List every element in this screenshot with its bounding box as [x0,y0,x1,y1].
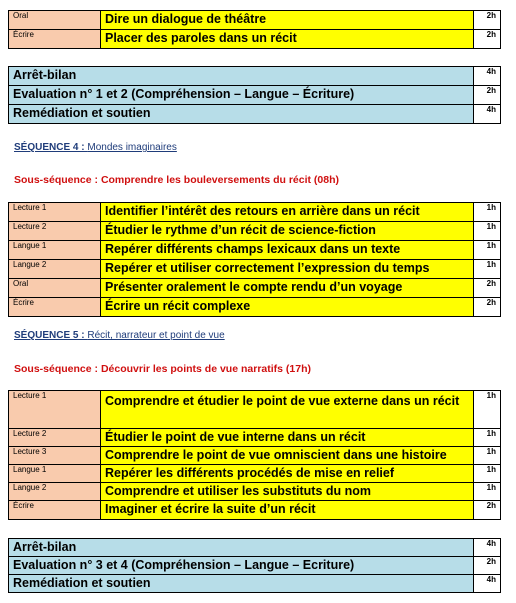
hours-label: 2h [474,86,501,105]
activity-label: Écrire [9,30,101,49]
bilan-label: Arrêt-bilan [9,67,474,86]
hours-label: 1h [474,203,501,222]
table-row [9,241,501,260]
table-row [9,557,501,575]
bilan-label: Remédiation et soutien [9,105,474,124]
table-row [9,86,501,105]
table-row [9,203,501,222]
bilan-label: Remédiation et soutien [9,575,474,593]
hours-label: 1h [474,447,501,465]
activity-label: Lecture 2 [9,429,101,447]
hours-label: 1h [474,465,501,483]
hours-label: 1h [474,429,501,447]
task-label: Repérer les différents procédés de mise en relief [101,465,474,483]
hours-label: 2h [474,557,501,575]
activity-label: Lecture 3 [9,447,101,465]
activity-label: Oral [9,279,101,298]
activity-label: Langue 2 [9,483,101,501]
task-label: Placer des paroles dans un récit [101,30,474,49]
table-row [9,575,501,593]
hours-label: 1h [474,391,501,429]
table-row [9,222,501,241]
hours-label: 1h [474,241,501,260]
task-label: Identifier l’intérêt des retours en arrière dans un récit [101,203,474,222]
activity-label: Lecture 1 [9,203,101,222]
hours-label: 2h [474,298,501,317]
activity-label: Écrire [9,298,101,317]
task-label: Présenter oralement le compte rendu d’un voyage [101,279,474,298]
hours-label: 1h [474,483,501,501]
bilan-label: Evaluation n° 1 et 2 (Compréhension – Langue – Écriture) [9,86,474,105]
hours-label: 4h [474,539,501,557]
table-row [9,539,501,557]
subsequence-heading: Sous-séquence : Comprendre les bouleversements du récit (08h) [14,174,340,186]
activity-label: Oral [9,11,101,30]
sequence-subtitle: Mondes imaginaires [87,142,177,153]
hours-label: 4h [474,67,501,86]
table-row [9,11,501,30]
table-row [9,67,501,86]
bilan-table-2 [8,538,501,593]
activities-table-seq5 [8,390,501,520]
task-label: Comprendre et utiliser les substituts du nom [101,483,474,501]
table-row [9,391,501,429]
table-row [9,447,501,465]
subsequence-heading: Sous-séquence : Découvrir les points de vue narratifs (17h) [14,363,311,375]
table-row [9,465,501,483]
activity-label: Langue 1 [9,465,101,483]
task-label: Repérer et utiliser correctement l’expression du temps [101,260,474,279]
sequence-heading [14,142,177,153]
table-row [9,30,501,49]
task-label: Comprendre le point de vue omniscient dans une histoire [101,447,474,465]
activity-label: Lecture 1 [9,391,101,429]
bilan-table-1 [8,66,501,124]
activities-table-top [8,10,501,49]
activity-label: Langue 2 [9,260,101,279]
table-row [9,260,501,279]
bilan-label: Evaluation n° 3 et 4 (Compréhension – Langue – Ecriture) [9,557,474,575]
task-label: Écrire un récit complexe [101,298,474,317]
activity-label: Lecture 2 [9,222,101,241]
hours-label: 1h [474,260,501,279]
task-label: Imaginer et écrire la suite d’un récit [101,501,474,520]
task-label: Comprendre et étudier le point de vue externe dans un récit [101,391,474,429]
table-row [9,298,501,317]
task-label: Étudier le point de vue interne dans un récit [101,429,474,447]
hours-label: 4h [474,105,501,124]
table-row [9,429,501,447]
hours-label: 4h [474,575,501,593]
task-label: Repérer différents champs lexicaux dans un texte [101,241,474,260]
sequence-heading [14,330,225,341]
hours-label: 2h [474,279,501,298]
hours-label: 2h [474,501,501,520]
hours-label: 1h [474,222,501,241]
table-row [9,105,501,124]
activities-table-seq4 [8,202,501,317]
hours-label: 2h [474,30,501,49]
table-row [9,483,501,501]
sequence-title: SÉQUENCE 5 : [14,330,88,341]
sequence-subtitle: Récit, narrateur et point de vue [87,330,225,341]
table-row [9,279,501,298]
sequence-title: SÉQUENCE 4 : [14,142,88,153]
bilan-label: Arrêt-bilan [9,539,474,557]
activity-label: Écrire [9,501,101,520]
task-label: Étudier le rythme d’un récit de science-fiction [101,222,474,241]
hours-label: 2h [474,11,501,30]
activity-label: Langue 1 [9,241,101,260]
table-row [9,501,501,520]
task-label: Dire un dialogue de théâtre [101,11,474,30]
